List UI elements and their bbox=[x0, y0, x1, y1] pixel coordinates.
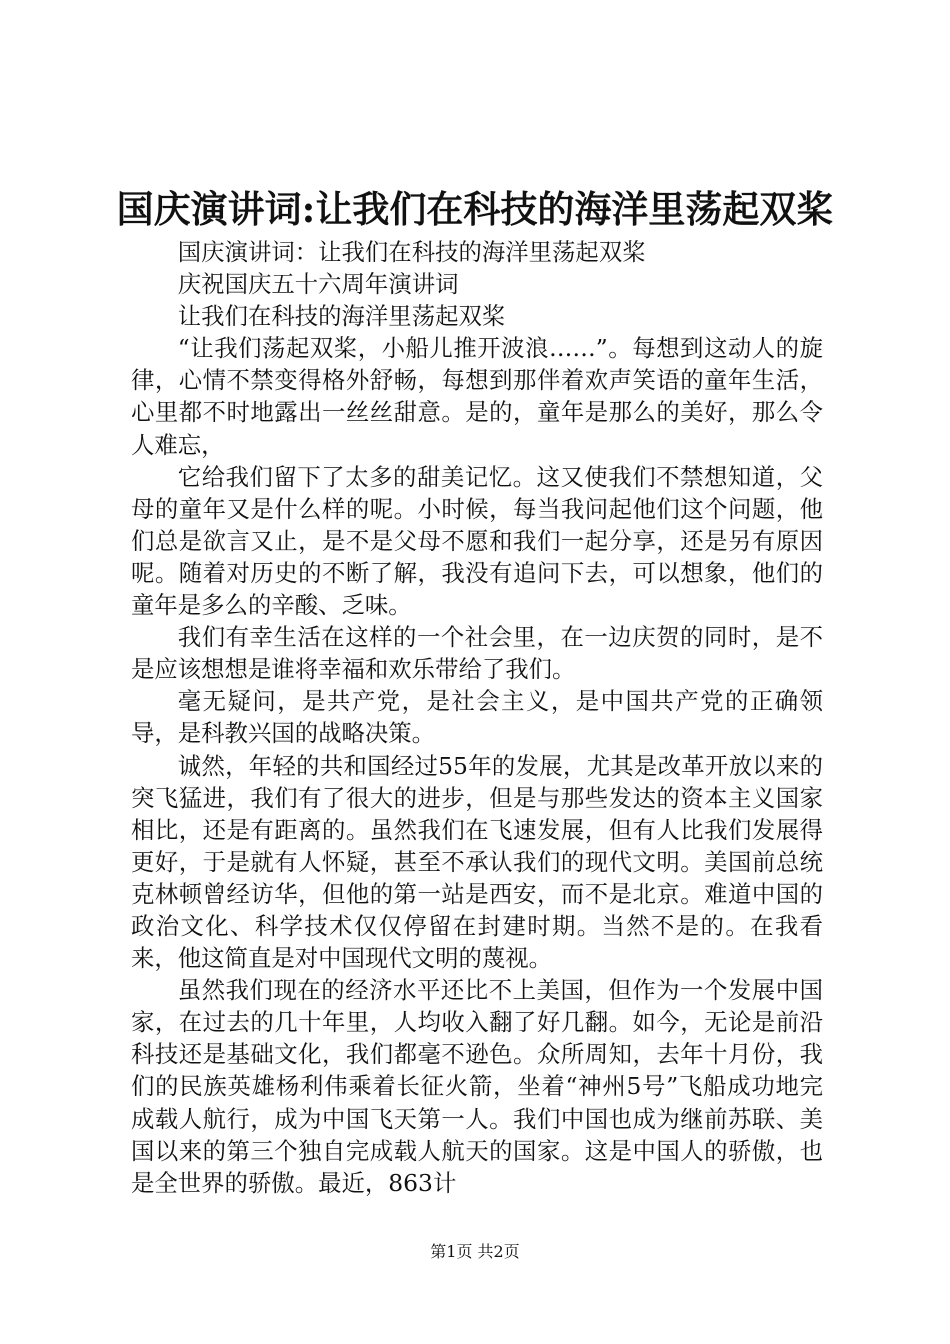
header-line-2: 庆祝国庆五十六周年演讲词 bbox=[177, 270, 459, 299]
paragraph: 诚然，年轻的共和国经过55年的发展，尤其是改革开放以来的突飞猛进，我们有了很大的进步，但是与那些发达的资本主义国家相比，还是有距离的。虽然我们在飞速发展，但有人比我们发展得更好，于是就有人怀疑，甚至不承认我们的现代文明。美国前总统克林顿曾经访华，但他的第一站是西安，而不是北京。难道中国的政治文化、科学技术仅仅停留在封建时期。当然不是的。在我看来，他这简直是对中国现代文明的蔑视。 bbox=[131, 751, 823, 973]
document-body bbox=[131, 236, 823, 1199]
header-line-1: 国庆演讲词：让我们在科技的海洋里荡起双桨 bbox=[177, 238, 646, 266]
document-title: 国庆演讲词:让我们在科技的海洋里荡起双桨 bbox=[116, 187, 834, 231]
paragraph: 毫无疑问，是共产党，是社会主义，是中国共产党的正确领导，是科教兴国的战略决策。 bbox=[131, 687, 823, 748]
paragraph: “让我们荡起双桨，小船儿推开波浪……”。每想到这动人的旋律，心情不禁变得格外舒畅，每想到那伴着欢声笑语的童年生活，心里都不时地露出一丝丝甜意。是的，童年是那么的美好，那么令人难忘， bbox=[131, 334, 823, 459]
header-line-3: 让我们在科技的海洋里荡起双桨 bbox=[177, 302, 506, 331]
page-footer: 第1页 共2页 bbox=[430, 1242, 520, 1261]
paragraph: 它给我们留下了太多的甜美记忆。这又使我们不禁想知道，父母的童年又是什么样的呢。小时候，每当我问起他们这个问题，他们总是欲言又止，是不是父母不愿和我们一起分享，还是另有原因呢。随着对历史的不断了解，我没有追问下去，可以想象，他们的童年是多么的辛酸、乏味。 bbox=[131, 462, 823, 620]
paragraph: 虽然我们现在的经济水平还比不上美国，但作为一个发展中国家，在过去的几十年里，人均收入翻了好几翻。如今，无论是前沿科技还是基础文化，我们都毫不逊色。众所周知，去年十月份，我们的民族英雄杨利伟乘着长征火箭，坐着“神州5号”飞船成功地完成载人航行，成为中国飞天第一人。我们中国也成为继前苏联、美国以来的第三个独自完成载人航天的国家。这是中国人的骄傲，也是全世界的骄傲。最近，863计 bbox=[131, 976, 823, 1197]
paragraph: 我们有幸生活在这样的一个社会里，在一边庆贺的同时，是不是应该想想是谁将幸福和欢乐带给了我们。 bbox=[131, 623, 823, 684]
